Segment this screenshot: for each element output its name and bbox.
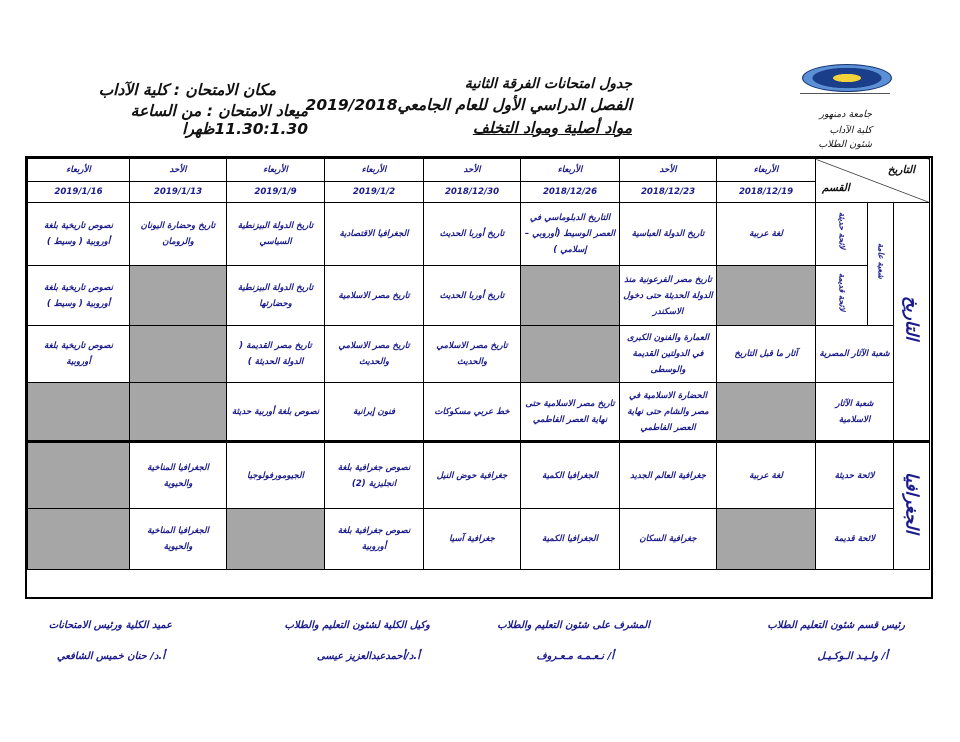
signature-title: عميد الكلية ورئيس الامتحانات xyxy=(48,620,172,631)
header-corner xyxy=(816,159,930,203)
exam-cell: العمارة والفنون الكبرى في الدولتين القديمة والوسطى xyxy=(620,326,717,383)
exam-cell: تاريخ مصر الاسلامية xyxy=(325,266,424,326)
exam-cell: تاريخ الدولة البيزنطية وحضارتها xyxy=(227,266,325,326)
table-row xyxy=(28,383,930,442)
exam-cell: جغرافية حوض النيل xyxy=(424,442,521,509)
university-logo xyxy=(802,64,892,92)
table-row xyxy=(28,326,930,383)
exam-cell: تاريخ مصر الاسلامي والحديث xyxy=(325,326,424,383)
signature-title: المشرف على شئون التعليم والطلاب xyxy=(497,620,650,631)
exam-place: مكان الامتحان : كلية الآداب xyxy=(98,81,276,99)
day-header: الأحد xyxy=(424,159,521,182)
exam-cell: تاريخ الدولة البيزنطية السياسي xyxy=(227,203,325,266)
exam-cell: لغة عربية xyxy=(717,442,816,509)
exam-cell: الجغرافيا المناخية والحيوية xyxy=(130,509,227,570)
exam-cell: خط عربي مسكوكات xyxy=(424,383,521,442)
exam-cell: تاريخ مصر الفرعونية منذ الدولة الحديثة حتى دخول الاسكندر xyxy=(620,266,717,326)
exam-cell: لغة عربية xyxy=(717,203,816,266)
signature-name: أ.د/أحمدعبدالعزيز عيسى xyxy=(316,651,420,662)
header-row-days xyxy=(28,159,930,182)
day-header: الأربعاء xyxy=(717,159,816,182)
empty-cell xyxy=(521,266,620,326)
exam-cell: تاريخ مصر الاسلامي والحديث xyxy=(424,326,521,383)
date-header: 2019/1/9 xyxy=(227,182,325,203)
exam-cell: نصوص جغرافية بلغة أوروبية xyxy=(325,509,424,570)
new-regulation-label: لائحة حديثة xyxy=(816,203,868,266)
empty-cell xyxy=(28,442,130,509)
day-header: الأربعاء xyxy=(521,159,620,182)
table-row xyxy=(28,442,930,509)
exam-cell: نصوص جغرافية بلغة انجليزية (2) xyxy=(325,442,424,509)
date-header: 2018/12/26 xyxy=(521,182,620,203)
table-row xyxy=(28,203,930,266)
table-row xyxy=(28,509,930,570)
islamic-antiquities-label: شعبة الآثار الاسلامية xyxy=(816,383,894,442)
table-row xyxy=(28,266,930,326)
empty-cell xyxy=(717,509,816,570)
exam-cell: جغرافية العالم الجديد xyxy=(620,442,717,509)
empty-cell xyxy=(28,383,130,442)
faculty-name: كلية الآداب xyxy=(829,125,872,136)
signature-title: رئيس قسم شئون التعليم الطلاب xyxy=(767,620,905,631)
semester-line: الفصل الدراسي الأول للعام الجامعي2019/2018 xyxy=(305,96,632,114)
day-header: الأربعاء xyxy=(28,159,130,182)
exam-cell: الحضارة الاسلامية في مصر والشام حتى نهاية العصر الفاطمي xyxy=(620,383,717,442)
geography-dept-label: الجغرافيا xyxy=(894,442,930,570)
date-header: 2019/1/13 xyxy=(130,182,227,203)
affairs-name: شئون الطلاب xyxy=(818,139,872,150)
date-header: 2019/1/16 xyxy=(28,182,130,203)
exam-cell: تاريخ الدولة العباسية xyxy=(620,203,717,266)
day-header: الأحد xyxy=(130,159,227,182)
geo-new-regulation-label: لائحة حديثة xyxy=(816,442,894,509)
empty-cell xyxy=(28,509,130,570)
exam-cell: آثار ما قبل التاريخ xyxy=(717,326,816,383)
date-header: 2018/12/19 xyxy=(717,182,816,203)
exam-cell: فنون إيرانية xyxy=(325,383,424,442)
exam-cell: جغرافية آسيا xyxy=(424,509,521,570)
egypt-antiquities-label: شعبة الآثار المصرية xyxy=(816,326,894,383)
exam-cell: تاريخ مصر القديمة ( الدولة الحديثة ) xyxy=(227,326,325,383)
day-header: الأربعاء xyxy=(325,159,424,182)
corner-date-label: التاريخ xyxy=(887,164,915,176)
exam-cell: نصوص تاريخية بلغة أوروبية xyxy=(28,326,130,383)
geo-old-regulation-label: لائحة قديمة xyxy=(816,509,894,570)
signature-name: أ/ نـعـمـه مـعـروف xyxy=(536,651,614,662)
empty-cell xyxy=(717,266,816,326)
signature-name: أ.د/ حنان خميس الشافعي xyxy=(56,651,165,662)
corner-dept-label: القسم xyxy=(822,182,850,194)
exam-cell: التاريخ الدبلوماسي في العصر الوسيط (أوروبي – إسلامي ) xyxy=(521,203,620,266)
exam-cell: تاريخ أوربا الحديث xyxy=(424,203,521,266)
exam-cell: تاريخ مصر الاسلامية حتى نهاية العصر الفاطمي xyxy=(521,383,620,442)
exam-cell: تاريخ أوربا الحديث xyxy=(424,266,521,326)
exam-cell: الجغرافيا الكمية xyxy=(521,442,620,509)
signature-name: أ/ ولـيـد الـوكـيـل xyxy=(817,651,888,662)
day-header: الأربعاء xyxy=(227,159,325,182)
general-branch-label: شعبة عامة xyxy=(868,203,894,326)
exam-cell: تاريخ وحضارة اليونان والرومان xyxy=(130,203,227,266)
exam-time: ميعاد الامتحان : من الساعة 11.30:1.30ظهرا xyxy=(130,102,308,138)
page-title: جدول امتحانات الفرقة الثانية xyxy=(464,76,632,92)
signature-title: وكيل الكلية لشئون التعليم والطلاب xyxy=(284,620,430,631)
subtitle: مواد أصلية ومواد التخلف xyxy=(472,119,632,137)
logo-underline xyxy=(800,93,890,94)
header-row-dates xyxy=(28,182,930,203)
exam-cell: الجغرافيا الاقتصادية xyxy=(325,203,424,266)
exam-schedule-table xyxy=(27,158,930,570)
date-header: 2018/12/30 xyxy=(424,182,521,203)
date-header: 2018/12/23 xyxy=(620,182,717,203)
exam-cell: نصوص تاريخية بلغة أوروبية ( وسيط ) xyxy=(28,266,130,326)
empty-cell xyxy=(521,326,620,383)
date-header: 2019/1/2 xyxy=(325,182,424,203)
day-header: الأحد xyxy=(620,159,717,182)
exam-cell: الجغرافيا الكمية xyxy=(521,509,620,570)
empty-cell xyxy=(130,326,227,383)
exam-cell: نصوص تاريخية بلغة أوروبية ( وسيط ) xyxy=(28,203,130,266)
old-regulation-label: لائحة قديمة xyxy=(816,266,868,326)
exam-cell: الجيومورفولوجيا xyxy=(227,442,325,509)
exam-cell: الجغرافيا المناخية والحيوية xyxy=(130,442,227,509)
empty-cell xyxy=(227,509,325,570)
history-dept-label: التاريخ xyxy=(894,203,930,442)
empty-cell xyxy=(130,266,227,326)
university-name: جامعة دمنهور xyxy=(819,109,872,120)
empty-cell xyxy=(717,383,816,442)
exam-cell: نصوص بلغة أوربية حديثة xyxy=(227,383,325,442)
empty-cell xyxy=(130,383,227,442)
exam-cell: جغرافية السكان xyxy=(620,509,717,570)
